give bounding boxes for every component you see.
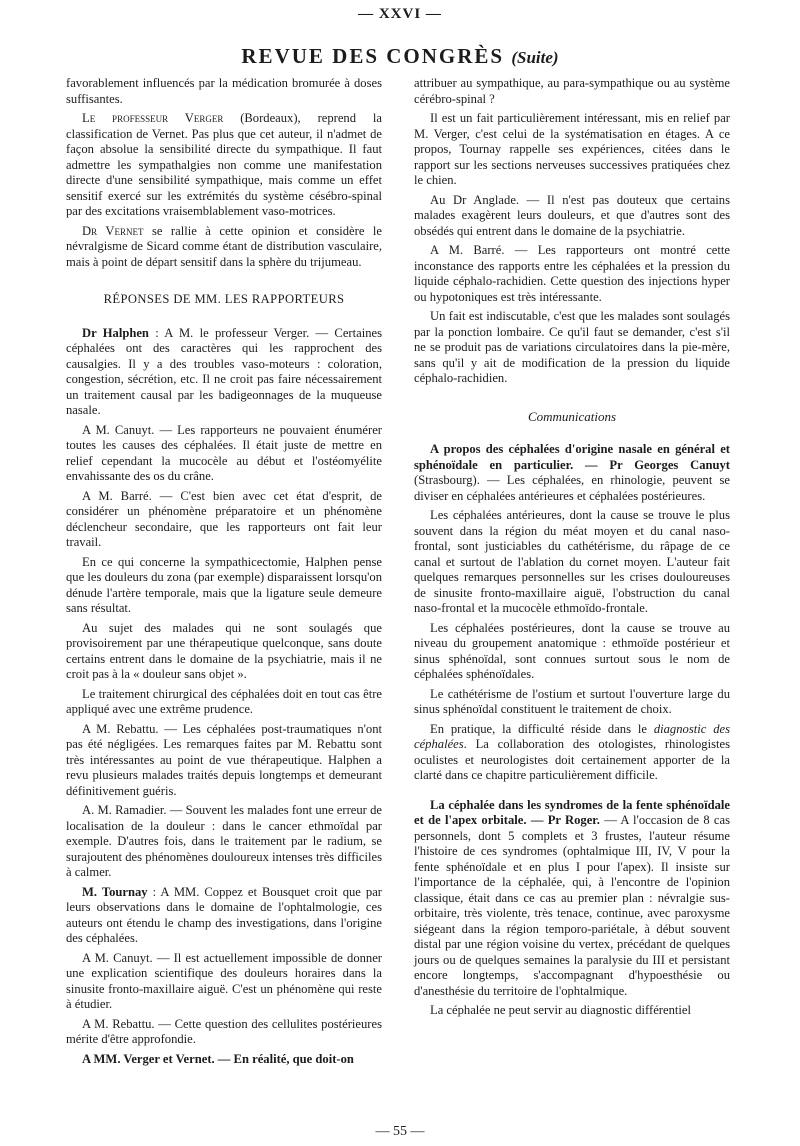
speaker-name: M. Tournay <box>82 884 148 899</box>
paragraph-text: se rallie à cette opinion et considère le névralgisme de Sicard comme étant de distribution vasculaire, mais à point de départ sensitif dans la sphère du trijumeau. <box>66 223 382 269</box>
paragraph: A M. Barré. — Les rapporteurs ont montré cette inconstance des rapports entre les céphalées et la pression du liquide céphalo-rachidien. Cette question des injections hyper ou hypotoniques est très intéressante. <box>414 243 730 304</box>
right-column <box>414 76 730 1023</box>
paragraph: La céphalée ne peut servir au diagnostic différentiel <box>430 1003 691 1017</box>
paragraph <box>66 885 382 947</box>
paragraph: En ce qui concerne la sympathicectomie, Halphen pense que les douleurs du zona (par exemple) disparaissent lorsqu'on dénude l'artère temporale, mais que la ligature seule demeure sans résultat. <box>66 554 382 615</box>
speaker-name: Le professeur Verger <box>82 111 224 125</box>
paragraph <box>66 326 382 419</box>
paragraph-text: — A l'occasion de 8 cas personnels, dont 5 complets et 3 frustes, l'auteur résume l'histoire de ces syndromes (ophtalmique III, IV, V pour la fente sphénoïdale et en plus I pour l'apex). Il insiste sur l'importance de la céphalée, qui, à l'encontre de l'opinion classique, était dans ce cas au premier plan : névralgie sus-orbitaire, très violente, très tenace, continue, avec paroxysme siégeant dans la région temporo-pariétale, à début souvent distal par une région voisine du vertex, précédant de quelques jours ou de quelques semaines la paralysie du III et persistant encore longtemps, s'accompagnant d'hypoesthésie ou d'anesthésie du territoire de l'ophtalmique. <box>414 813 730 998</box>
section-heading: RÉPONSES DE MM. LES RAPPORTEURS <box>103 292 345 306</box>
paragraph: Un fait est indiscutable, c'est que les malades sont soulagés par la ponction lombaire. Ce qu'il faut se demander, c'est s'il ne se produit pas de variations circulatoires dans la pie-mère, sans qu'il y ait de modification de la pression du liquide céphalo-rachidien. <box>414 309 730 385</box>
paragraph <box>414 798 730 1000</box>
paragraph <box>66 111 382 220</box>
paragraph-text: . La collaboration des otologistes, rhinologistes oculistes et neurologistes doit certainement apporter de la clarté dans ce chapitre particulièrement difficile. <box>414 737 730 782</box>
paragraph: A M. Canuyt. — Les rapporteurs ne pouvaient énumérer toutes les causes des céphalées. Il était juste de mettre en relief cependant la mucocèle au début et l'ostéomyélite envahissante des os du crâne. <box>66 422 382 483</box>
paragraph <box>66 224 382 271</box>
paragraph: A M. Canuyt. — Il est actuellement impossible de donner une explication scientifique des douleurs horaires dans la sinusite fronto-maxillaire aiguë. C'est un phénomène qui reste à étudier. <box>66 950 382 1011</box>
paragraph-text: : A MM. Coppez et Bousquet croit que par leurs observations dans le domaine de l'ophtalmologie, ces auteurs ont étendu le champ des investigations, dans l'origine des céphalées. <box>66 884 382 945</box>
paragraph: attribuer au sympathique, au para-sympathique ou au système cérébro-spinal ? <box>414 76 730 106</box>
page-number-footer: — 55 — <box>375 1124 425 1139</box>
paragraph: Il est un fait particulièrement intéressant, mis en relief par M. Verger, c'est celui de la systématisation en étages. A ce propos, Tournay rappelle ses expériences, citées dans le rapport sur les sections nerveuses successives pratiquées chez le chien. <box>414 111 730 187</box>
paragraph-text: (Strasbourg). — Les céphalées, en rhinologie, peuvent se diviser en céphalées antérieures et céphalées postérieures. <box>414 473 730 503</box>
paragraph-text: En pratique, la difficulté réside dans le <box>430 721 654 736</box>
paragraph-text: : A M. le professeur Verger. — Certaines céphalées ont des caractères qui les rapprochent des causalgies. Il y a des troubles vaso-moteurs : coloration, congestion, sécrétion, etc. Il ne croit pas faire nécessairement un traitement causal par les badigeonnages de la muqueuse nasale. <box>66 325 382 417</box>
page-number-roman: — XXVI — <box>358 6 442 22</box>
paragraph <box>414 722 730 784</box>
paragraph: Les céphalées postérieures, dont la cause se trouve au niveau du groupement anatomique : ethmoïde postérieur et sinus sphénoïdal, sont connues surtout sous le nom de céphalées sphénoïdales. <box>414 620 730 681</box>
emphasis-text: diagnostic des céphalées <box>414 721 730 751</box>
paragraph-text: (Bordeaux), reprend la classification de Vernet. Pas plus que cet auteur, il n'admet de façon absolue la sensibilité directe du sympathique. Il faut admettre les sympathalgies non comme une manifestation directe d'une sensibilité sympathique, mais comme un effet sensitif exercé sur les extrémités du système césébro-spinal par des excitations vraisemblablement vaso-motrices. <box>66 111 382 218</box>
paragraph <box>414 442 730 504</box>
communication-title: La céphalée dans les syndromes de la fente sphénoïdale et de l'apex orbitale. — Pr Roger. <box>414 797 730 827</box>
section-heading: Communications <box>527 408 617 424</box>
paragraph: A. M. Ramadier. — Souvent les malades font une erreur de localisation de la douleur : dans le cancer ethmoïdal par exemple. D'autres fois, dans le traitement par le radium, se surajoutent des phénomènes douloureux intenses très difficiles à calmer. <box>66 803 382 879</box>
journal-section-title: REVUE DES CONGRÈS <box>241 44 505 68</box>
paragraph: Le cathétérisme de l'ostium et surtout l'ouverture large du sinus sphénoïdal constituent le traitement de choix. <box>414 686 730 716</box>
paragraph: A M. Barré. — C'est bien avec cet état d'esprit, de considérer un phénomène préparatoire et un phénomène déclencheur secondaire, que les rapporteurs ont fait leur travail. <box>66 488 382 549</box>
title-suffix: (Suite) <box>511 48 559 67</box>
left-column <box>66 76 382 1071</box>
running-title <box>0 44 800 69</box>
speaker-name: Dr Vernet <box>82 223 144 238</box>
paragraph: Au Dr Anglade. — Il n'est pas douteux que certains malades exagèrent leurs douleurs, et que d'autres sont des obsédés qui entrent dans le domaine de la psychiatrie. <box>414 192 730 238</box>
paragraph: Au sujet des malades qui ne sont soulagés que provisoirement par une thérapeutique quelconque, sans doute certains entrent dans le domaine de la psychiatrie, mais il ne croit pas à la « douleur sans objet ». <box>66 620 382 681</box>
speaker-name: Dr Halphen <box>82 325 149 340</box>
paragraph: favorablement influencés par la médication bromurée à doses suffisantes. <box>66 76 382 106</box>
paragraph: A M. Rebattu. — Cette question des cellulites postérieures mérite d'être approfondie. <box>66 1016 382 1046</box>
paragraph: A MM. Verger et Vernet. — En réalité, que doit-on <box>82 1051 354 1066</box>
paragraph: Le traitement chirurgical des céphalées doit en tout cas être appliqué avec une extrême prudence. <box>66 686 382 716</box>
paragraph: A M. Rebattu. — Les céphalées post-traumatiques n'ont pas été négligées. Les remarques faites par M. Rebattu sont très intéressantes au point de vue thérapeutique. Halphen a revu plusieurs malades traités depuis longtemps et demeurant définitivement guéris. <box>66 721 382 798</box>
communication-title: A propos des céphalées d'origine nasale en général et sphénoïdale en particulier. — Pr Georges Canuyt <box>414 442 730 472</box>
paragraph: Les céphalées antérieures, dont la cause se trouve le plus souvent dans la région du méat moyen et du canal naso-frontal, sont justiciables du cathétérisme, du râpage de ce canal et surtout de l'ablation du cornet moyen. L'auteur fait quelques remarques personnelles sur les crises douloureuses de sinusite fronto-maxillaire aiguë, l'obstruction du canal naso-frontal et la mucocèle ethmoïdo-frontale. <box>414 508 730 615</box>
